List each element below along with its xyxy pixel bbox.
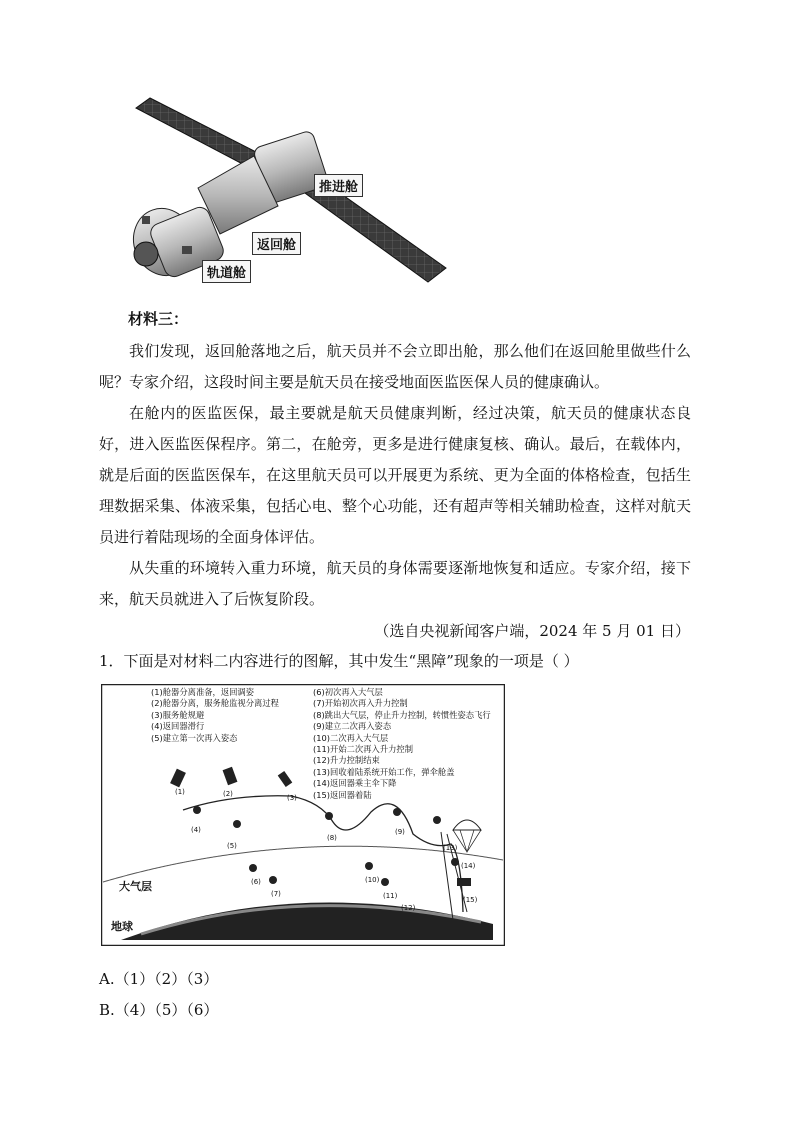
step-item: (11)开始二次再入升力控制 [313, 744, 414, 755]
propulsion-module-label: 推进舱 [314, 174, 363, 197]
step-item: (1)舱器分离准备，返回调姿 [151, 687, 255, 697]
earth-label: 地球 [111, 920, 133, 933]
step-item: (7)开始初次再入升力控制 [313, 698, 408, 709]
step-item: (15)返回器着陆 [313, 789, 372, 800]
step-item: (13)回收着陆系统开始工作，弹伞舱盖 [313, 766, 455, 777]
marker-label: (15) [463, 896, 478, 904]
source-citation: （选自央视新闻客户端，2024 年 5 月 01 日） [374, 622, 690, 640]
material3-heading: 材料三： [128, 310, 189, 328]
marker-label: (8) [327, 834, 337, 842]
step-item: (4)返回器滑行 [151, 721, 205, 732]
step-item: (14)返回器乘主伞下降 [313, 778, 397, 789]
option-b[interactable] [99, 999, 218, 1020]
option-a-text: （1）（2）（3） [114, 970, 219, 988]
step-item: (3)服务舱规避 [151, 709, 205, 720]
step-item: (8)跳出大气层，停止升力控制，转惯性姿态飞行 [313, 709, 491, 720]
marker-label: (4) [191, 826, 201, 834]
step-item: (5)建立第一次再入姿态 [151, 732, 238, 743]
marker-label: (7) [271, 890, 281, 898]
spacecraft-drawing [128, 96, 448, 288]
step-item: (9)建立二次再入姿态 [313, 721, 392, 732]
reentry-diagram [101, 684, 505, 946]
paragraph-1: 我们发现，返回舱落地之后，航天员并不会立即出舱，那么他们在返回舱里做些什么呢？专家介绍，这段时间主要是航天员在接受地面医监医保人员的健康确认。 [99, 342, 691, 391]
marker-label: (3) [287, 794, 297, 802]
paragraph-3: 从失重的环境转入重力环境，航天员的身体需要逐渐地恢复和适应。专家介绍，接下来，航天员就进入了后恢复阶段。 [99, 559, 691, 608]
step-item: (2)舱器分离，服务舱监视分离过程 [151, 698, 279, 709]
option-b-label: B. [99, 1001, 115, 1019]
marker-label: (14) [461, 862, 476, 870]
marker-label: (6) [251, 878, 261, 886]
marker-label: (2) [223, 790, 233, 798]
steps-list-right [313, 687, 491, 801]
marker-label: (12) [401, 904, 416, 912]
paragraph-2: 在舱内的医监医保，最主要就是航天员健康判断，经过决策，航天员的健康状态良好，进入医监医保程序。第二，在舱旁，更多是进行健康复核、确认。最后，在载体内，就是后面的医监医保车，在这里航天员可以开展更为系统、更为全面的体格检查，包括生理数据采集、体液采集，包括心电、整个心功能，还有超声等相关辅助检查，这样对航天员进行着陆现场的全面身体评估。 [99, 404, 691, 546]
marker-label: (9) [395, 828, 405, 836]
marker-label: (5) [227, 842, 237, 850]
marker-label: (10) [365, 876, 380, 884]
orbital-module-label: 轨道舱 [202, 260, 251, 283]
option-a-label: A. [99, 970, 115, 988]
option-b-text: （4）（5）（6） [114, 1001, 219, 1019]
marker-label: (11) [383, 892, 398, 900]
step-item: (6)初次再入大气层 [313, 687, 383, 697]
question-1-text: 1．下面是对材料二内容进行的图解，其中发生“黑障”现象的一项是（ ） [99, 652, 579, 670]
spacecraft-illustration [128, 96, 448, 288]
marker-label: (1) [175, 788, 185, 796]
reentry-module-label: 返回舱 [252, 232, 301, 255]
step-item: (12)升力控制结束 [313, 755, 380, 766]
option-a[interactable] [99, 968, 218, 989]
atmosphere-label: 大气层 [119, 880, 152, 893]
step-item: (10)二次再入大气层 [313, 732, 389, 743]
marker-label: (13) [443, 844, 458, 852]
steps-list-left [151, 687, 279, 744]
